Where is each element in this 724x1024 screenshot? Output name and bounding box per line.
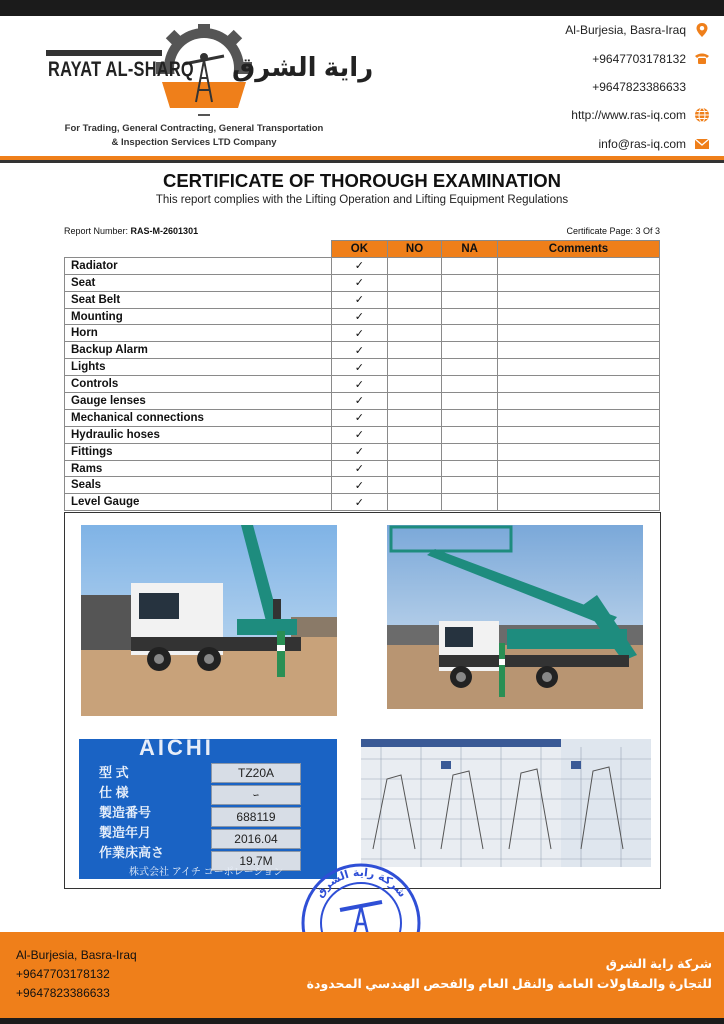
- cell-na: [442, 443, 498, 460]
- contact-website-text[interactable]: http://www.ras-iq.com: [571, 108, 686, 122]
- nameplate-serial: 688119: [211, 807, 301, 827]
- nameplate-maker: 株式会社 アイチ コーポレーション: [129, 867, 284, 878]
- checklist-item-label: Hydraulic hoses: [65, 426, 332, 443]
- cell-ok: [332, 460, 388, 477]
- checklist-item-label: Controls: [65, 376, 332, 393]
- nameplate-label: 作業床高さ: [99, 845, 165, 860]
- cell-no: [387, 308, 442, 325]
- nameplate-label: 製造番号: [99, 805, 152, 820]
- cell-comments: [497, 376, 659, 393]
- checkmark-icon: ✓: [354, 294, 365, 307]
- cell-comments: [497, 477, 659, 494]
- table-row: [65, 359, 660, 376]
- company-tagline: [46, 122, 342, 150]
- checklist-item-label: Mechanical connections: [65, 409, 332, 426]
- cell-comments: [497, 494, 659, 511]
- checkmark-icon: ✓: [354, 463, 365, 476]
- cell-ok: [332, 359, 388, 376]
- table-row: [65, 342, 660, 359]
- cell-comments: [497, 409, 659, 426]
- checkmark-icon: ✓: [354, 260, 365, 273]
- checkmark-icon: ✓: [354, 344, 365, 357]
- nameplate-height: 19.7M: [211, 851, 301, 871]
- cell-comments: [497, 274, 659, 291]
- cell-ok: [332, 477, 388, 494]
- cell-no: [387, 257, 442, 274]
- nameplate-labels: [99, 763, 199, 863]
- nameplate-label: 製造年月: [99, 825, 152, 840]
- cell-ok: [332, 342, 388, 359]
- checkmark-icon: ✓: [354, 446, 365, 459]
- cell-ok: [332, 409, 388, 426]
- contact-email-text[interactable]: info@ras-iq.com: [598, 137, 686, 151]
- nameplate-values: [211, 763, 301, 868]
- cell-ok: [332, 274, 388, 291]
- nameplate-model: TZ20A: [211, 763, 301, 783]
- cell-no: [387, 494, 442, 511]
- nameplate-brand: AICHI: [139, 739, 214, 760]
- checklist-item-label: Backup Alarm: [65, 342, 332, 359]
- header-na: NA: [442, 241, 498, 258]
- contact-phone-2-text: +9647823386633: [592, 80, 686, 94]
- cell-na: [442, 257, 498, 274]
- cell-na: [442, 477, 498, 494]
- header-divider-dark: [0, 160, 724, 163]
- checklist-item-label: Seat: [65, 274, 332, 291]
- checklist-item-label: Fittings: [65, 443, 332, 460]
- cell-comments: [497, 393, 659, 410]
- cell-no: [387, 342, 442, 359]
- contact-phone-1: [592, 51, 710, 67]
- cell-ok: [332, 257, 388, 274]
- cell-no: [387, 477, 442, 494]
- cell-comments: [497, 460, 659, 477]
- checklist-item-label: Seals: [65, 477, 332, 494]
- checkmark-icon: ✓: [354, 412, 365, 425]
- cell-ok: [332, 443, 388, 460]
- cell-no: [387, 443, 442, 460]
- checkmark-icon: ✓: [354, 327, 365, 340]
- cell-na: [442, 460, 498, 477]
- certificate-page: Certificate Page: 3 Of 3: [566, 226, 660, 236]
- contact-address: [565, 22, 710, 38]
- footer-contacts: [16, 946, 137, 1003]
- cell-na: [442, 409, 498, 426]
- cell-na: [442, 342, 498, 359]
- cell-na: [442, 274, 498, 291]
- table-row: [65, 376, 660, 393]
- checklist-item-label: Radiator: [65, 257, 332, 274]
- brand-name-ar: راية الشرق: [232, 52, 374, 82]
- cell-no: [387, 376, 442, 393]
- cell-comments: [497, 257, 659, 274]
- tagline-line-1: For Trading, General Contracting, General Transportation: [64, 123, 324, 134]
- table-row: [65, 393, 660, 410]
- header-ok: OK: [332, 241, 388, 258]
- table-row: [65, 308, 660, 325]
- table-row: [65, 494, 660, 511]
- table-row: [65, 477, 660, 494]
- cell-comments: [497, 342, 659, 359]
- checkmark-icon: ✓: [354, 395, 365, 408]
- cell-comments: [497, 426, 659, 443]
- cell-comments: [497, 325, 659, 342]
- truck-photo-2: [387, 525, 643, 709]
- cell-ok: [332, 308, 388, 325]
- nameplate-spec: ｰ: [211, 785, 301, 805]
- checkmark-icon: ✓: [354, 479, 365, 492]
- cell-comments: [497, 359, 659, 376]
- report-number-value: RAS-M-2601301: [130, 226, 199, 236]
- cell-no: [387, 325, 442, 342]
- cell-no: [387, 291, 442, 308]
- cell-ok: [332, 376, 388, 393]
- contact-phone-2: [592, 79, 710, 95]
- checklist-item-label: Mounting: [65, 308, 332, 325]
- nameplate-label: 型 式: [99, 765, 129, 780]
- table-row: [65, 443, 660, 460]
- checkmark-icon: ✓: [354, 277, 365, 290]
- header-comments: Comments: [497, 241, 659, 258]
- footer-phone-2: +9647823386633: [16, 986, 110, 1000]
- nameplate-date: 2016.04: [211, 829, 301, 849]
- cell-no: [387, 426, 442, 443]
- cell-no: [387, 409, 442, 426]
- cell-comments: [497, 291, 659, 308]
- cell-ok: [332, 426, 388, 443]
- report-number-label: Report Number:: [64, 226, 129, 236]
- load-chart-photo: [361, 739, 651, 867]
- cell-no: [387, 393, 442, 410]
- header-no: NO: [387, 241, 442, 258]
- photo-evidence-box: [64, 512, 661, 889]
- checklist-item-label: Horn: [65, 325, 332, 342]
- footer-arabic-line-2: للتجارة والمقاولات العامة والنقل العام والفحص الهندسي المحدودة: [306, 977, 712, 991]
- envelope-icon: [694, 136, 710, 152]
- table-row: [65, 426, 660, 443]
- cell-na: [442, 291, 498, 308]
- header-item-blank: [65, 241, 332, 258]
- cell-comments: [497, 443, 659, 460]
- footer-bar: [0, 932, 724, 1024]
- report-number: [64, 226, 198, 236]
- globe-icon: [694, 107, 710, 123]
- checklist-item-label: Level Gauge: [65, 494, 332, 511]
- cell-ok: [332, 393, 388, 410]
- table-row: [65, 274, 660, 291]
- checkmark-icon: ✓: [354, 311, 365, 323]
- table-row: [65, 409, 660, 426]
- table-row: [65, 460, 660, 477]
- footer-phone-1: +9647703178132: [16, 967, 110, 981]
- contact-address-text: Al-Burjesia, Basra-Iraq: [565, 23, 686, 37]
- blank-icon-slot: [694, 79, 710, 95]
- checklist-item-label: Rams: [65, 460, 332, 477]
- table-row: [65, 257, 660, 274]
- equipment-nameplate-photo: [79, 739, 337, 879]
- cell-na: [442, 393, 498, 410]
- checkmark-icon: ✓: [354, 496, 365, 509]
- stamp-arabic-text: شركة راية الشرق: [312, 865, 409, 900]
- document-subtitle: This report complies with the Lifting Operation and Lifting Equipment Regulations: [155, 194, 569, 206]
- cell-no: [387, 359, 442, 376]
- truck-photo-1: [81, 525, 337, 716]
- brand-name-en: RAYAT AL-SHARQ: [48, 58, 194, 81]
- tagline-line-2: & Inspection Services LTD Company: [111, 137, 277, 148]
- cell-ok: [332, 291, 388, 308]
- checklist-body: [65, 257, 660, 510]
- nameplate-label: 仕 様: [99, 785, 129, 800]
- cell-na: [442, 494, 498, 511]
- contact-website[interactable]: [571, 107, 710, 123]
- table-row: [65, 291, 660, 308]
- footer-arabic: [307, 954, 712, 994]
- checkmark-icon: ✓: [354, 429, 365, 442]
- cell-no: [387, 274, 442, 291]
- footer-address: Al-Burjesia, Basra-Iraq: [16, 948, 137, 962]
- cell-na: [442, 426, 498, 443]
- cell-ok: [332, 325, 388, 342]
- checkmark-icon: ✓: [354, 378, 365, 391]
- table-header-row: [65, 241, 660, 258]
- footer-arabic-line-1: شركة راية الشرق: [605, 957, 712, 971]
- cell-no: [387, 460, 442, 477]
- checklist-item-label: Lights: [65, 359, 332, 376]
- cell-na: [442, 308, 498, 325]
- cell-na: [442, 359, 498, 376]
- checklist-item-label: Gauge lenses: [65, 393, 332, 410]
- table-row: [65, 325, 660, 342]
- telephone-icon: [694, 51, 710, 67]
- bottom-bar: [0, 1018, 724, 1024]
- contact-phone-1-text: +9647703178132: [592, 52, 686, 66]
- checklist-item-label: Seat Belt: [65, 291, 332, 308]
- contact-email[interactable]: [598, 136, 710, 152]
- location-pin-icon: [694, 22, 710, 38]
- checkmark-icon: ✓: [354, 361, 365, 374]
- cell-na: [442, 376, 498, 393]
- cell-comments: [497, 308, 659, 325]
- cell-ok: [332, 494, 388, 511]
- inspection-checklist-table: [64, 240, 660, 511]
- document-title: CERTIFICATE OF THOROUGH EXAMINATION: [162, 170, 562, 191]
- cell-na: [442, 325, 498, 342]
- top-bar: [0, 0, 724, 16]
